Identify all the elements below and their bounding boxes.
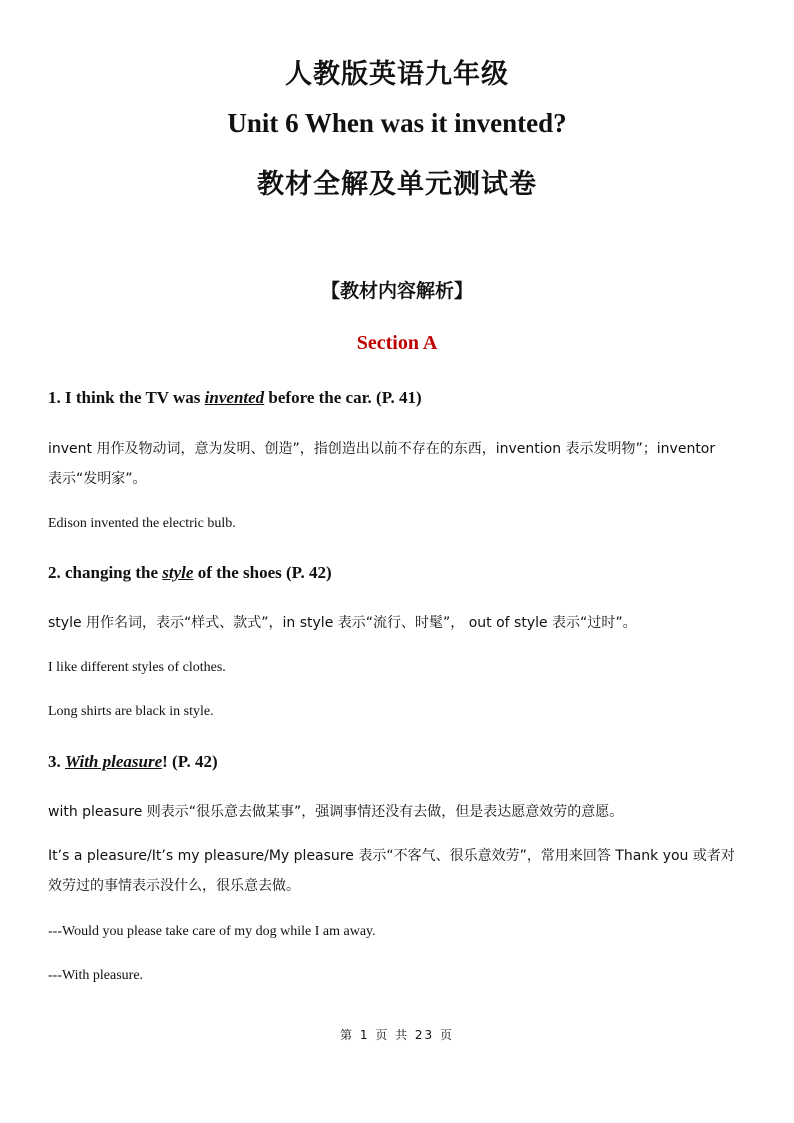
item-2-heading-pre: 2. changing the	[48, 563, 163, 582]
item-2-example-1: I like different styles of clothes.	[48, 660, 226, 675]
page-footer: 第 1 页 共 23 页	[340, 1028, 454, 1042]
item-3-heading-pre: 3.	[48, 752, 65, 771]
item-2-heading	[48, 563, 332, 583]
item-3-explanation2-line1: It’s a pleasure/It’s my pleasure/My pleasure 表示“不客气、很乐意效劳”，常用来回答 Thank you 或者对	[48, 848, 735, 864]
item-2-keyword: style	[162, 563, 194, 582]
section-header: 【教材内容解析】	[320, 280, 473, 302]
item-2-example-2: Long shirts are black in style.	[48, 704, 214, 719]
item-1-keyword: invented	[204, 388, 265, 407]
item-3-example-2: ---With pleasure.	[48, 968, 144, 983]
item-1-explanation-line1: invent 用作及物动词，意为发明、创造”，指创造出以前不存在的东西，invention 表示发明物”；inventor	[48, 441, 716, 457]
item-2-heading-post: of the shoes (P. 42)	[193, 563, 332, 582]
item-1-heading-pre: 1. I think the TV was	[48, 388, 205, 407]
item-3-heading-post: ! (P. 42)	[162, 752, 218, 771]
section-a-title: Section A	[356, 332, 438, 354]
item-1-example-1: Edison invented the electric bulb.	[48, 516, 236, 531]
doc-title-line1: 人教版英语九年级	[285, 59, 509, 90]
item-2-explanation-line1: style 用作名词，表示“样式、款式”，in style 表示“流行、时髦”， out of style 表示“过时”。	[48, 615, 637, 631]
item-3-explanation-line1: with pleasure 则表示“很乐意去做某事”，强调事情还没有去做，但是表达愿意效劳的意愿。	[48, 804, 624, 820]
item-1-explanation-line2: 表示“发明家”。	[48, 471, 147, 487]
item-1-heading	[48, 388, 422, 408]
item-3-keyword: With pleasure	[65, 752, 163, 771]
item-3-heading	[48, 752, 218, 772]
doc-title-line2: Unit 6 When was it invented?	[227, 108, 567, 138]
item-1-heading-post: before the car. (P. 41)	[264, 388, 422, 407]
doc-title-line3: 教材全解及单元测试卷	[257, 169, 537, 200]
item-3-example-1: ---Would you please take care of my dog while I am away.	[48, 924, 376, 939]
item-3-explanation2-line2: 效劳过的事情表示没什么，很乐意去做。	[48, 878, 300, 894]
